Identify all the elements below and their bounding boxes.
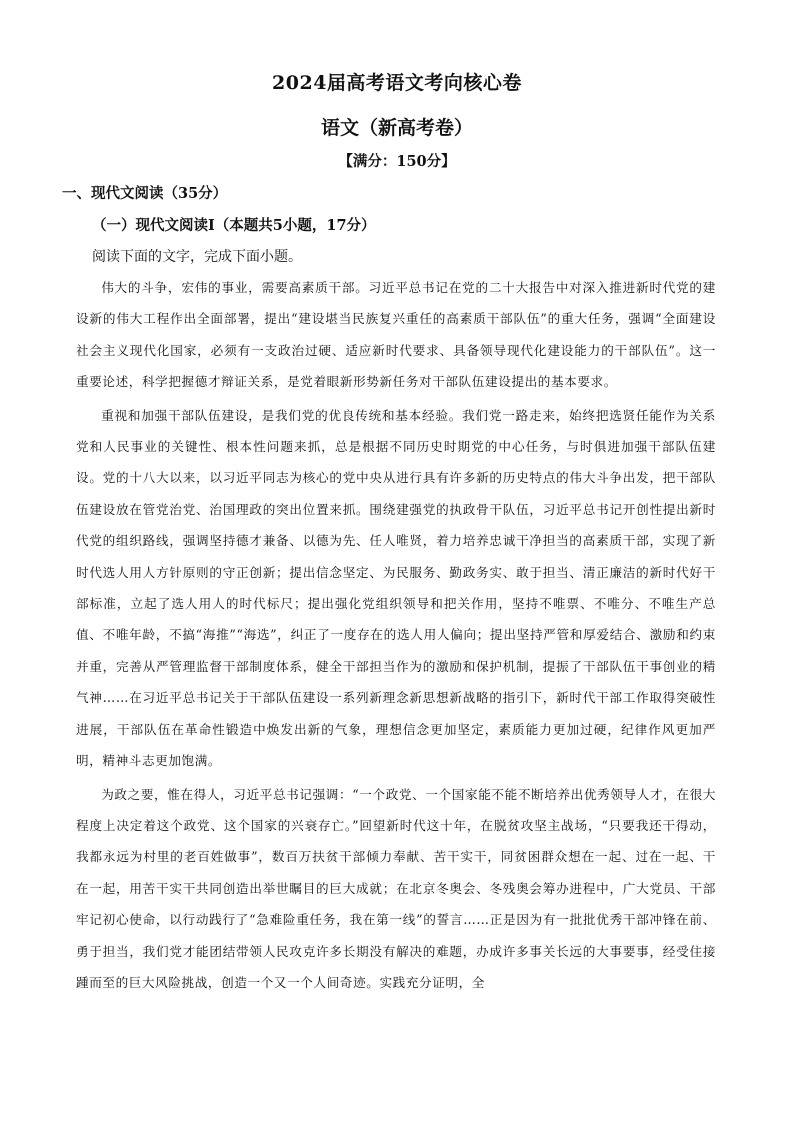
reading-passage (76, 272, 716, 1000)
passage-paragraph-3: 为政之要，惟在得人，习近平总书记强调：“一个政党、一个国家能不能不断培养出优秀领导人才，在很大程度上决定着这个政党、这个国家的兴衰存亡。”回望新时代这十年，在脱贫攻坚主战场，“只要我还干得动，我都永远为村里的老百姓做事”，数百万扶贫干部倾力奉献、苦干实干，同贫困群众想在一起、过在一起、干在一起，用苦干实干共同创造出举世瞩目的巨大成就；在北京冬奥会、冬残奥会筹办进程中，广大党员、干部牢记初心使命，以行动践行了“急难险重任务，我在第一线”的誓言……正是因为有一批批优秀干部冲锋在前、勇于担当，我们党才能团结带领人民攻克许多长期没有解决的难题，办成许多事关长远的大事要事，经受住接踵而至的巨大风险挑战，创造一个又一个人间奇迹。实践充分证明，全 (76, 786, 716, 990)
subsection-heading: （一）现代文阅读Ⅰ（本题共5小题，17分） (92, 217, 376, 234)
reading-instruction: 阅读下面的文字，完成下面小题。 (92, 249, 302, 265)
passage-paragraph-2: 重视和加强干部队伍建设，是我们党的优良传统和基本经验。我们党一路走来，始终把选贤任能作为关系党和人民事业的关键性、根本性问题来抓，总是根据不同历史时期党的中心任务，与时俱进加强干部队伍建设。党的十八大以来，以习近平同志为核心的党中央从进行具有许多新的历史特点的伟大斗争出发，把干部队伍建设放在管党治党、治国理政的突出位置来抓。围绕建强党的执政骨干队伍，习近平总书记开创性提出新时代党的组织路线，强调坚持德才兼备、以德为先、任人唯贤，着力培养忠诚干净担当的高素质干部，实现了新时代选人用人方针原则的守正创新；提出信念坚定、为民服务、勤政务实、敢于担当、清正廉洁的新时代好干部标准，立起了选人用人的时代标尺；提出强化党组织领导和把关作用，坚持不唯票、不唯分、不唯生产总值、不唯年龄，不搞“海推”“海选”，纠正了一度存在的选人用人偏向；提出坚持严管和厚爱结合、激励和约束并重，完善从严管理监督干部制度体系，健全干部担当作为的激励和保护机制，提振了干部队伍干事创业的精气神……在习近平总书记关于干部队伍建设一系列新理念新思想新战略的指引下，新时代干部工作取得突破性进展，干部队伍在革命性锻造中焕发出新的气象，理想信念更加坚定，素质能力更加过硬，纪律作风更加严明，精神斗志更加饱满。 (76, 407, 716, 769)
exam-title: 2024届高考语文考向核心卷 (272, 72, 522, 94)
passage-paragraph-1: 伟大的斗争，宏伟的事业，需要高素质干部。习近平总书记在党的二十大报告中对深入推进新时代党的建设新的伟大工程作出全面部署，提出“建设堪当民族复兴重任的高素质干部队伍”的重大任务，强调“全面建设社会主义现代化国家，必须有一支政治过硬、适应新时代要求、具备领导现代化建设能力的干部队伍”。这一重要论述，科学把握德才辩证关系，是党着眼新形势新任务对干部队伍建设提出的基本要求。 (76, 280, 716, 390)
full-score-label: 【满分：150分】 (338, 153, 456, 170)
exam-subtitle: 语文（新高考卷） (320, 117, 473, 139)
section-heading: 一、现代文阅读（35分） (62, 185, 228, 202)
